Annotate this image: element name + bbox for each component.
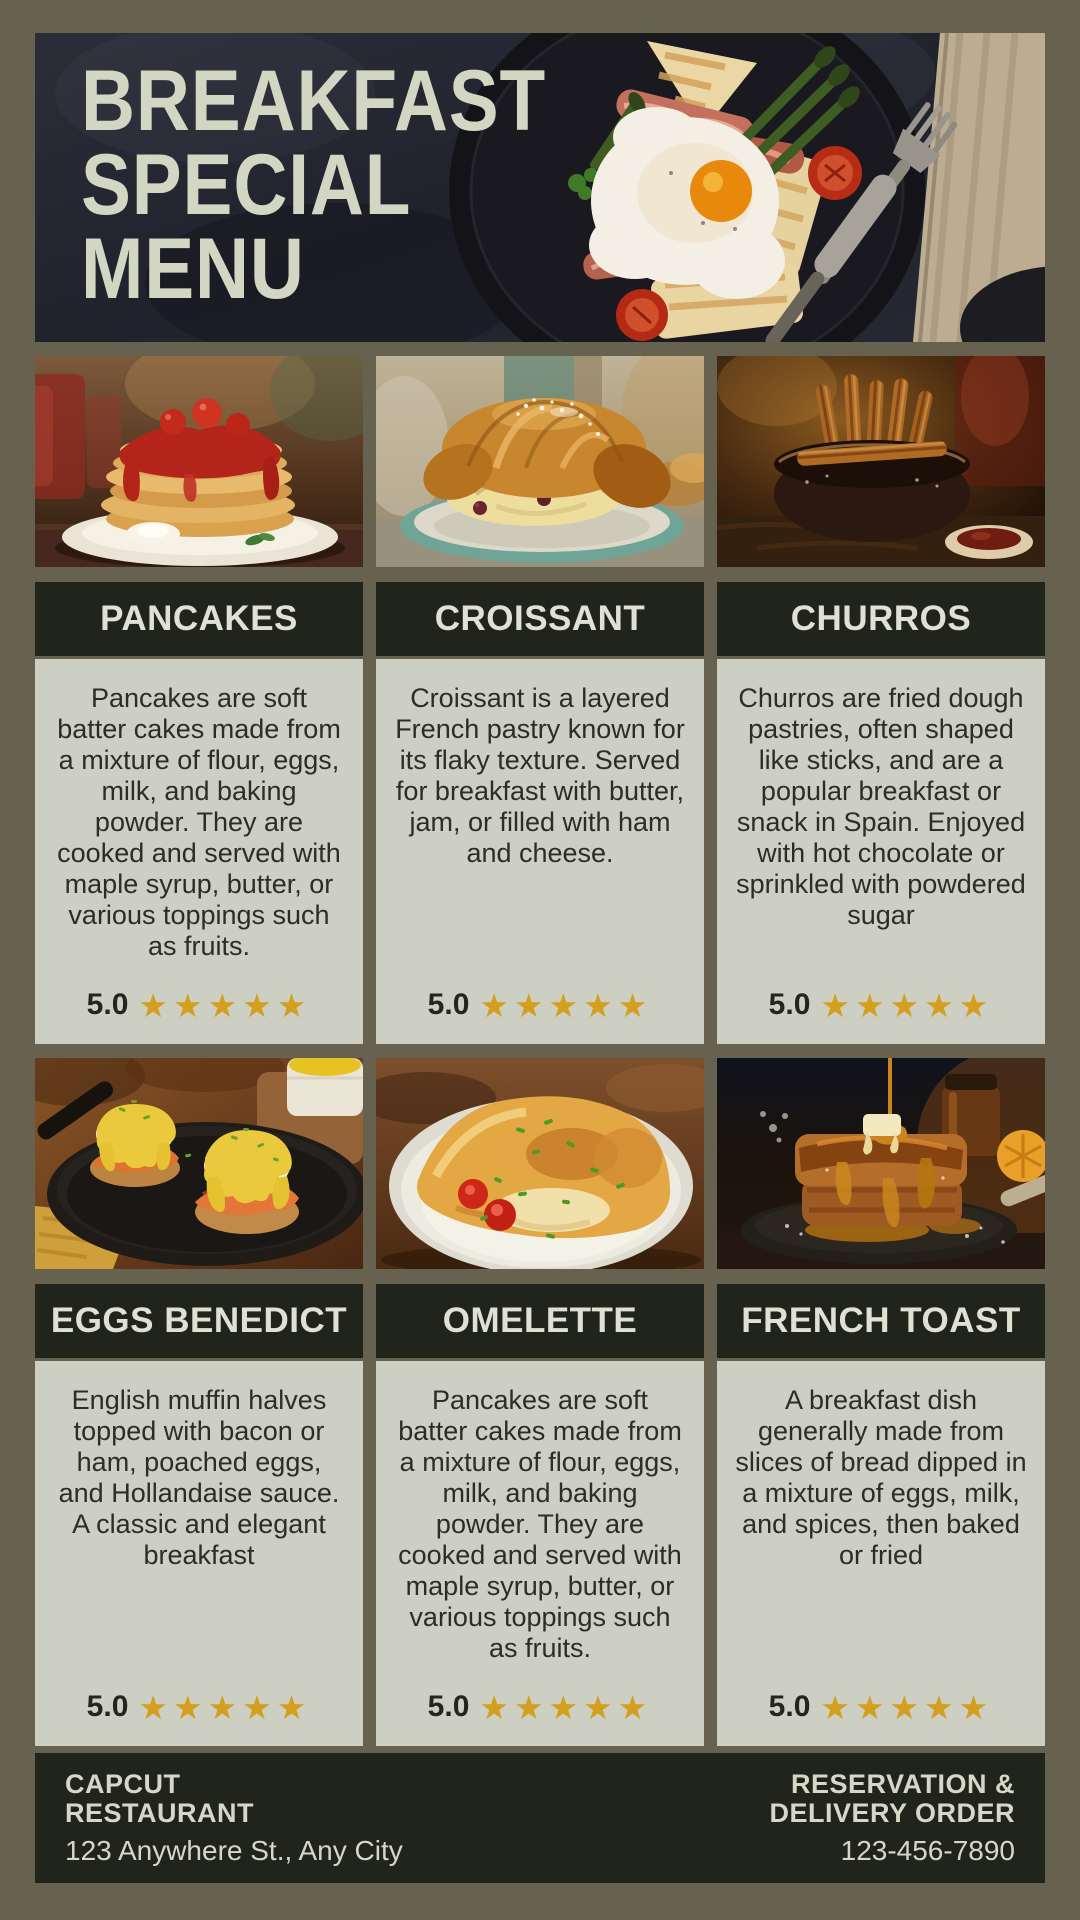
star-icons: ★★★★★ [479, 986, 653, 1024]
pancakes-photo [35, 356, 363, 567]
restaurant-name-line-2: RESTAURANT [65, 1797, 254, 1828]
banner [35, 33, 1045, 342]
star-icons: ★★★★★ [820, 986, 994, 1024]
menu-card-croissant [376, 356, 704, 1044]
card-title-churros: CHURROS [717, 582, 1045, 656]
card-body-omelette [376, 1361, 704, 1746]
rating-row [53, 1690, 345, 1724]
rating-row [394, 988, 686, 1022]
croissant-photo [376, 356, 704, 567]
reservation-label-line-1: RESERVATION & [790, 1768, 1015, 1799]
footer-restaurant-info [65, 1770, 403, 1867]
menu-grid [35, 356, 1045, 1746]
star-icons: ★★★★★ [479, 1688, 653, 1726]
eggs-benedict-photo [35, 1058, 363, 1269]
rating-value: 5.0 [768, 988, 811, 1021]
rating-row [735, 988, 1027, 1022]
rating-row [735, 1690, 1027, 1724]
french-toast-photo [717, 1058, 1045, 1269]
rating-value: 5.0 [86, 1690, 129, 1723]
rating-value: 5.0 [768, 1690, 811, 1723]
banner-title-line-3: MENU [81, 221, 305, 317]
card-body-eggs-benedict [35, 1361, 363, 1746]
card-description: Pancakes are soft batter cakes made from a mixture of flour, eggs, milk, and baking powder. They are cooked and served with maple syrup, butter, or various toppings such as fruits. [398, 1385, 682, 1663]
card-body-french-toast [717, 1361, 1045, 1746]
rating-value: 5.0 [427, 1690, 470, 1723]
banner-title-line-2: SPECIAL [81, 137, 412, 233]
rating-value: 5.0 [427, 988, 470, 1021]
reservation-phone: 123-456-7890 [840, 1834, 1015, 1866]
omelette-photo [376, 1058, 704, 1269]
restaurant-address: 123 Anywhere St., Any City [65, 1834, 403, 1866]
banner-title-line-1: BREAKFAST [81, 53, 547, 149]
card-title-pancakes: PANCAKES [35, 582, 363, 656]
card-title-eggs-benedict: EGGS BENEDICT [35, 1284, 363, 1358]
menu-card-omelette [376, 1058, 704, 1746]
menu-card-french-toast [717, 1058, 1045, 1746]
rating-value: 5.0 [86, 988, 129, 1021]
card-title-croissant: CROISSANT [376, 582, 704, 656]
star-icons: ★★★★★ [138, 1688, 312, 1726]
card-description: English muffin halves topped with bacon or ham, poached eggs, and Hollandaise sauce. A classic and elegant breakfast [58, 1385, 340, 1570]
rating-row [53, 988, 345, 1022]
card-title-omelette: OMELETTE [376, 1284, 704, 1358]
churros-photo [717, 356, 1045, 567]
card-body-churros [717, 659, 1045, 1044]
star-icons: ★★★★★ [138, 986, 312, 1024]
footer-bar [35, 1753, 1045, 1883]
banner-title [81, 53, 547, 317]
card-description: A breakfast dish generally made from slices of bread dipped in a mixture of eggs, milk, and spices, then baked or fried [735, 1385, 1027, 1570]
star-icons: ★★★★★ [820, 1688, 994, 1726]
restaurant-name-line-1: CAPCUT [65, 1768, 181, 1799]
card-body-croissant [376, 659, 704, 1044]
menu-card-eggs-benedict [35, 1058, 363, 1746]
card-description: Churros are fried dough pastries, often shaped like sticks, and are a popular breakfast or snack in Spain. Enjoyed with hot chocolate or sprinkled with powdered sugar [736, 683, 1026, 930]
menu-card-pancakes [35, 356, 363, 1044]
card-description: Pancakes are soft batter cakes made from a mixture of flour, eggs, milk, and baking powder. They are cooked and served with maple syrup, butter, or various toppings such as fruits. [57, 683, 341, 961]
rating-row [394, 1690, 686, 1724]
card-body-pancakes [35, 659, 363, 1044]
menu-card-churros [717, 356, 1045, 1044]
card-title-french-toast: FRENCH TOAST [717, 1284, 1045, 1358]
footer-reservation-info [769, 1770, 1015, 1867]
card-description: Croissant is a layered French pastry known for its flaky texture. Served for breakfast with butter, jam, or filled with ham and cheese. [395, 683, 685, 868]
reservation-label-line-2: DELIVERY ORDER [769, 1797, 1015, 1828]
